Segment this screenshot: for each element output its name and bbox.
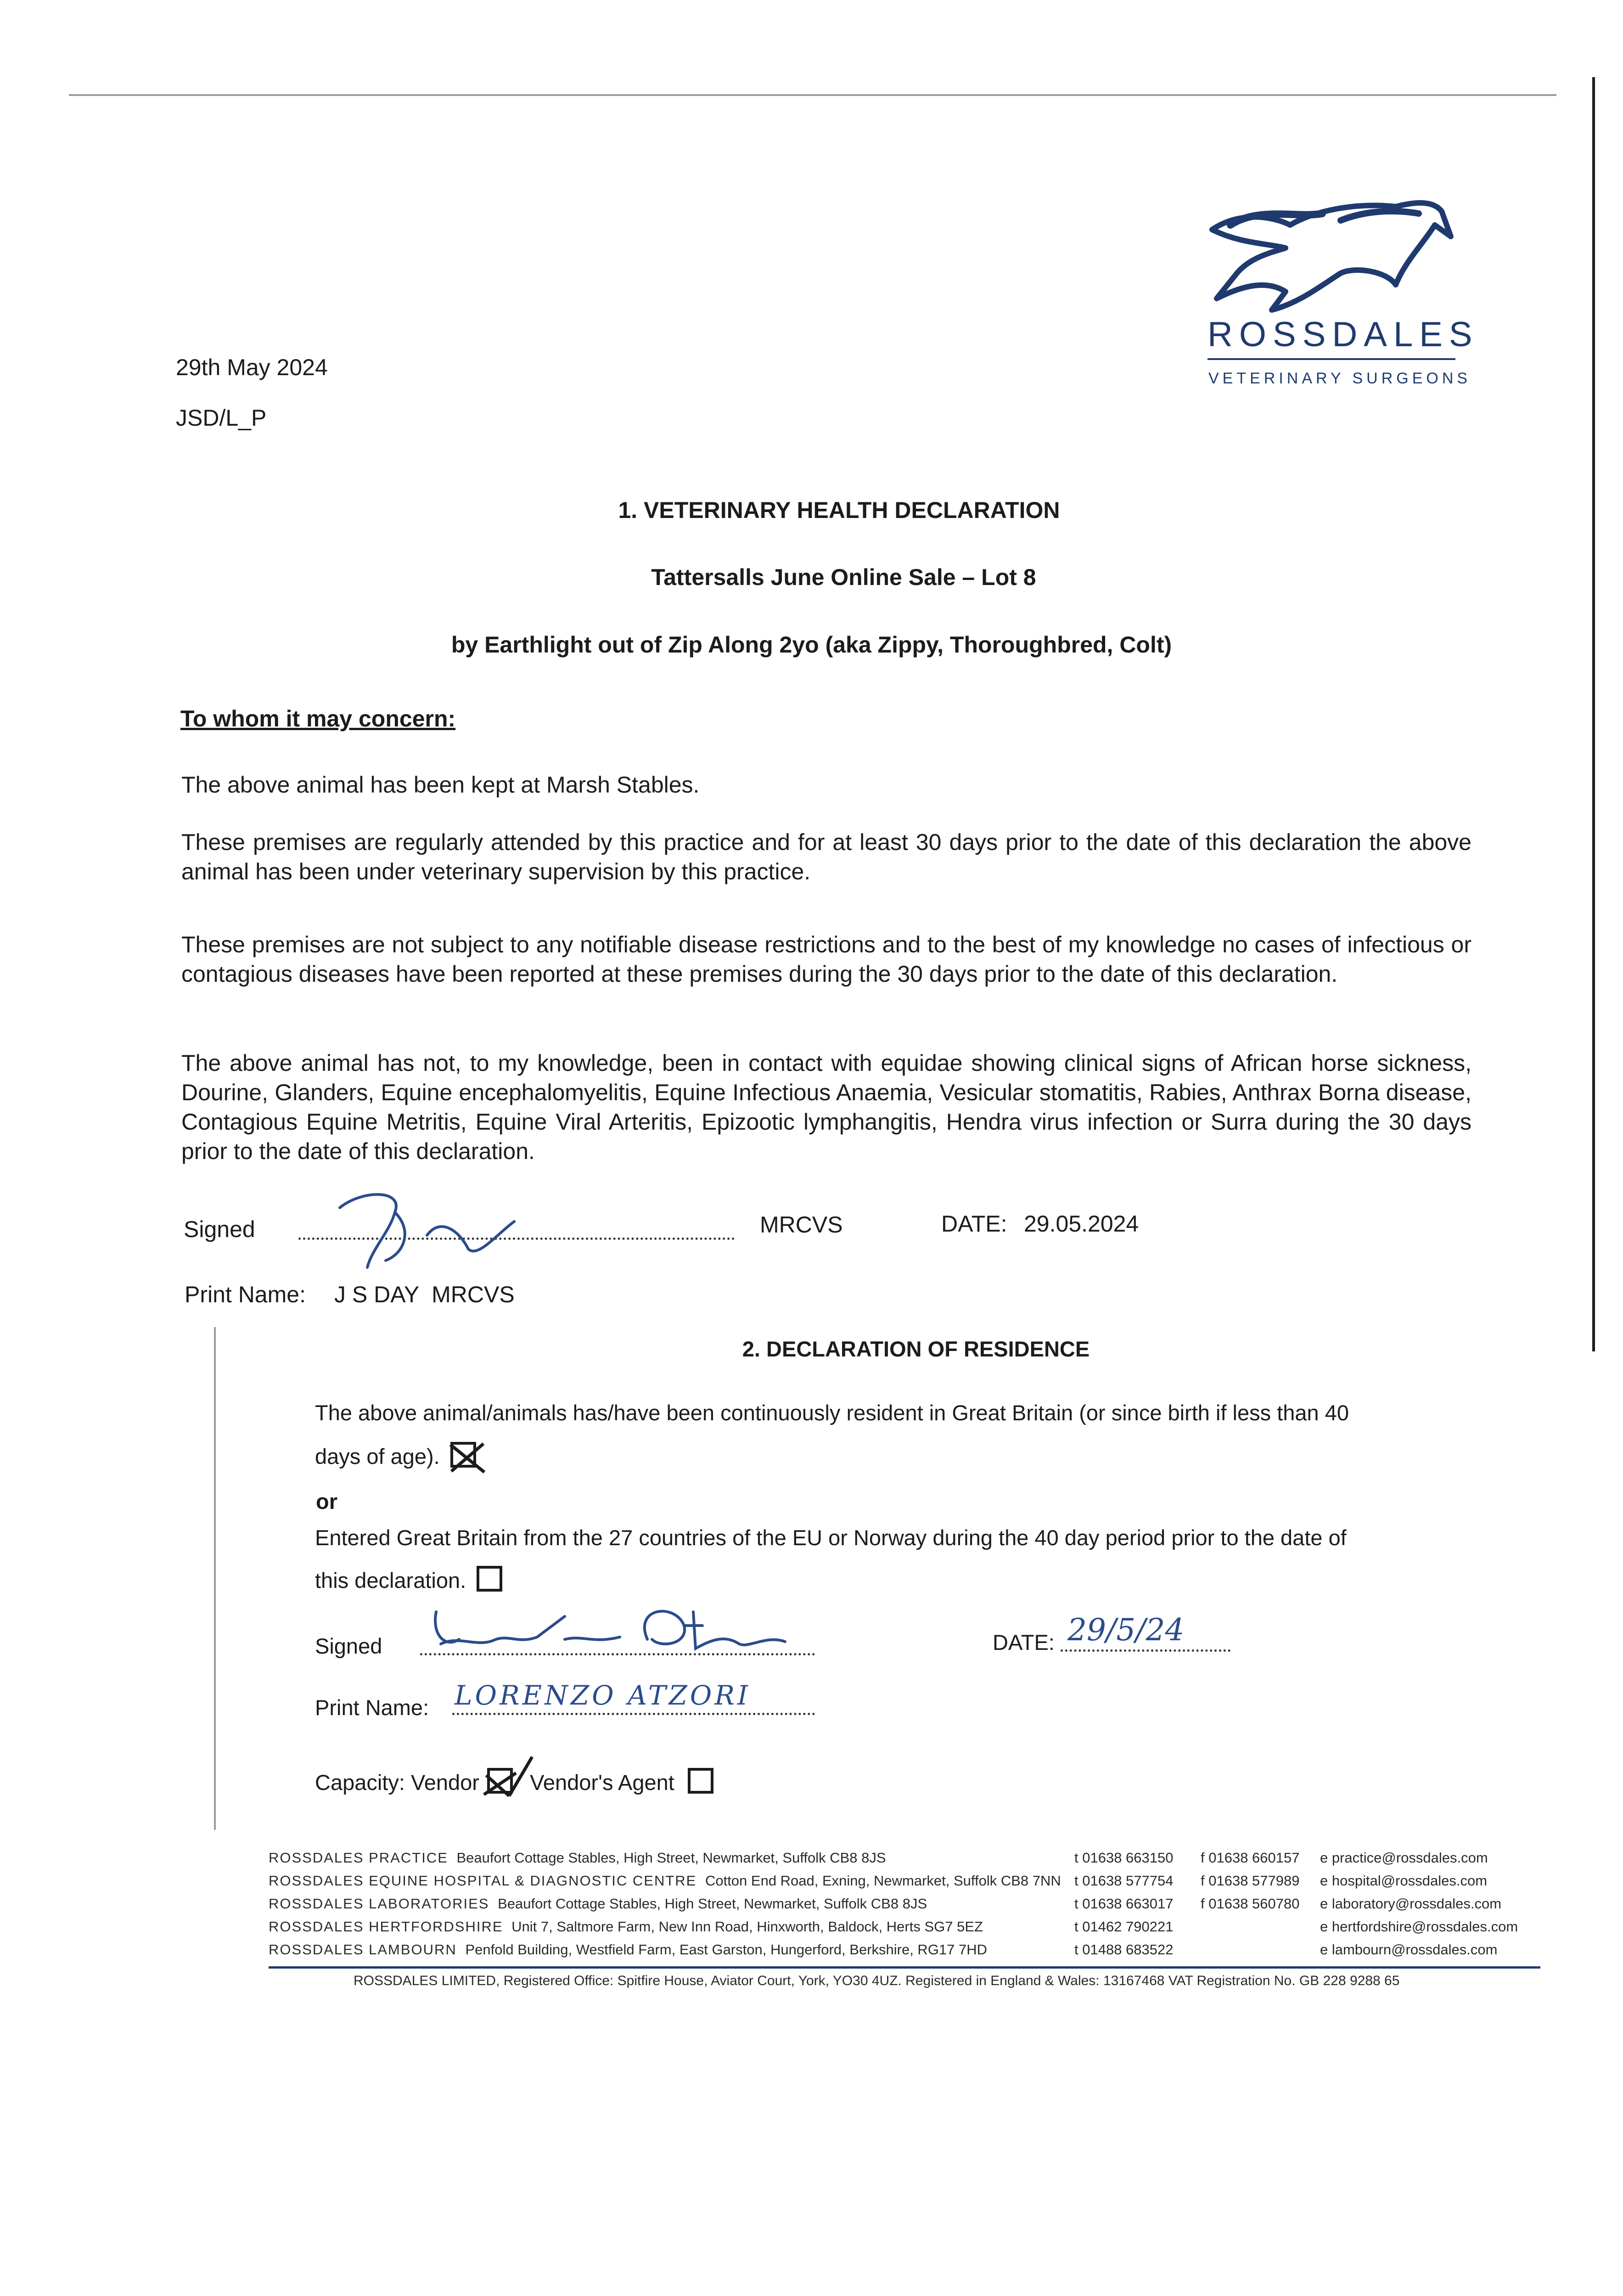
logo-name: ROSSDALES: [1207, 315, 1479, 354]
salutation: To whom it may concern:: [180, 706, 456, 732]
footer-row: [269, 1847, 1550, 1870]
section1-date-label: DATE:: [941, 1211, 1007, 1237]
footer-row-name: ROSSDALES PRACTICE: [269, 1850, 448, 1866]
footer-row-email: e hospital@rossdales.com: [1320, 1873, 1488, 1889]
footer-row-fax: f 01638 577989: [1201, 1873, 1300, 1889]
section2-signed-label: Signed: [315, 1634, 382, 1658]
section2-print-name-line: [452, 1713, 815, 1715]
rossdales-logo: [1203, 193, 1479, 395]
footer-row-email: e lambourn@rossdales.com: [1320, 1941, 1498, 1958]
vendor-agent-checkbox[interactable]: [688, 1768, 713, 1794]
footer-row: [269, 1939, 1550, 1962]
footer-row-address: Beaufort Cottage Stables, High Street, Newmarket, Suffolk CB8 8JS: [498, 1896, 927, 1912]
footer-row-address: Beaufort Cottage Stables, High Street, Newmarket, Suffolk CB8 8JS: [456, 1850, 886, 1866]
check-mark-icon: [482, 1752, 541, 1803]
vendor-checkbox[interactable]: [487, 1768, 513, 1794]
mrcvs-label: MRCVS: [760, 1212, 843, 1238]
footer-row-email: e practice@rossdales.com: [1320, 1850, 1488, 1866]
page-top-border: [69, 94, 1556, 96]
footer-row-email: e laboratory@rossdales.com: [1320, 1896, 1502, 1912]
sale-subtitle: Tattersalls June Online Sale – Lot 8: [651, 564, 1036, 590]
footer-row-tel: t 01638 577754: [1074, 1873, 1174, 1889]
residence-option2-checkbox[interactable]: [477, 1566, 502, 1592]
section2-title: 2. DECLARATION OF RESIDENCE: [742, 1337, 1090, 1361]
print-name-value: J S DAY MRCVS: [334, 1282, 515, 1307]
logo-rule: [1207, 358, 1455, 360]
residence-option1-line2-text: days of age).: [315, 1444, 440, 1469]
footer-row: [269, 1893, 1550, 1916]
residence-option2-line1: Entered Great Britain from the 27 countries of the EU or Norway during the 40 day period prior to the date of: [315, 1525, 1347, 1550]
capacity-row: [315, 1768, 713, 1797]
footer-row-name: ROSSDALES HERTFORDSHIRE: [269, 1919, 503, 1935]
paragraph-kept: The above animal has been kept at Marsh Stables.: [181, 772, 700, 798]
horse-line: by Earthlight out of Zip Along 2yo (aka Zippy, Thoroughbred, Colt): [451, 632, 1172, 658]
residence-option2-line2: [315, 1566, 502, 1595]
footer-rule: [269, 1966, 1540, 1969]
residence-option1-line2: [315, 1442, 476, 1471]
footer-registration: ROSSDALES LIMITED, Registered Office: Spitfire House, Aviator Court, York, YO30 4UZ. Registered in England & Wales: 13167468 VAT Registration No. GB 228 9288 65: [354, 1973, 1400, 1988]
section2-print-name-label: Print Name:: [315, 1695, 429, 1720]
letter-date: 29th May 2024: [176, 355, 328, 380]
print-name-label: Print Name:: [185, 1282, 306, 1307]
footer-row-name: ROSSDALES EQUINE HOSPITAL & DIAGNOSTIC CENTRE: [269, 1873, 697, 1889]
footer: [269, 1847, 1550, 1962]
section2-print-name-value: LORENZO ATZORI: [455, 1680, 751, 1711]
section2-date-value: 29/5/24: [1067, 1612, 1185, 1648]
section2-date-label: DATE:: [993, 1630, 1055, 1654]
footer-row-name: ROSSDALES LABORATORIES: [269, 1896, 489, 1912]
footer-row-address: Unit 7, Saltmore Farm, New Inn Road, Hinxworth, Baldock, Herts SG7 5EZ: [511, 1919, 983, 1935]
signed-label: Signed: [184, 1216, 255, 1242]
capacity-vendor-label: Capacity: Vendor: [315, 1770, 479, 1795]
section1-date-value: 29.05.2024: [1024, 1211, 1139, 1237]
paragraph-supervision: These premises are regularly attended by this practice and for at least 30 days prior to the date of this declaration the above animal has been under veterinary supervision by this practice.: [181, 829, 1471, 884]
horse-logo-icon: [1203, 193, 1460, 317]
vendor-agent-label: Vendor's Agent: [530, 1770, 674, 1795]
paragraph-diseases: The above animal has not, to my knowledge, been in contact with equidae showing clinical signs of African horse sickness, Dourine, Glanders, Equine encephalomyelitis, Equine Infectious Anaemia, Vesicular stomatitis, Rabies, Anthrax Borna disease, Contagious Equine Metritis, Equine Viral Arteritis, Epizootic lymphangitis, Hendra virus infection or Surra during the 30 days prior to the date of this declaration.: [181, 1050, 1471, 1164]
vendor-signature: [427, 1598, 822, 1667]
footer-row: [269, 1870, 1550, 1893]
section2-left-border: [214, 1327, 216, 1830]
footer-row-address: Cotton End Road, Exning, Newmarket, Suffolk CB8 7NN: [705, 1873, 1061, 1889]
residence-option1-checkbox[interactable]: [450, 1442, 476, 1468]
footer-row-name: ROSSDALES LAMBOURN: [269, 1941, 457, 1958]
residence-option2-line2-text: this declaration.: [315, 1568, 466, 1593]
footer-row-fax: f 01638 560780: [1201, 1896, 1300, 1912]
footer-row: [269, 1916, 1550, 1939]
footer-row-tel: t 01638 663017: [1074, 1896, 1174, 1912]
section1-title: 1. VETERINARY HEALTH DECLARATION: [618, 497, 1060, 523]
footer-row-email: e hertfordshire@rossdales.com: [1320, 1919, 1518, 1935]
page-right-border: [1592, 77, 1595, 1351]
check-mark-icon: [447, 1435, 488, 1477]
residence-option1-line1: The above animal/animals has/have been continuously resident in Great Britain (or since birth if less than 40: [315, 1401, 1349, 1425]
letter-reference: JSD/L_P: [176, 405, 267, 431]
footer-row-tel: t 01638 663150: [1074, 1850, 1174, 1866]
footer-row-tel: t 01462 790221: [1074, 1919, 1174, 1935]
logo-tagline: VETERINARY SURGEONS: [1208, 370, 1471, 387]
or-label: or: [316, 1489, 337, 1514]
footer-row-tel: t 01488 683522: [1074, 1941, 1174, 1958]
footer-row-fax: f 01638 660157: [1201, 1850, 1300, 1866]
footer-row-address: Penfold Building, Westfield Farm, East Garston, Hungerford, Berkshire, RG17 7HD: [465, 1941, 988, 1958]
paragraph-restrictions: These premises are not subject to any notifiable disease restrictions and to the best of my knowledge no cases of infectious or contagious diseases have been reported at these premises during the 30 days prior to the date of this declaration.: [181, 932, 1471, 987]
vet-signature: [321, 1180, 560, 1272]
section2-date-line: [1061, 1649, 1230, 1652]
